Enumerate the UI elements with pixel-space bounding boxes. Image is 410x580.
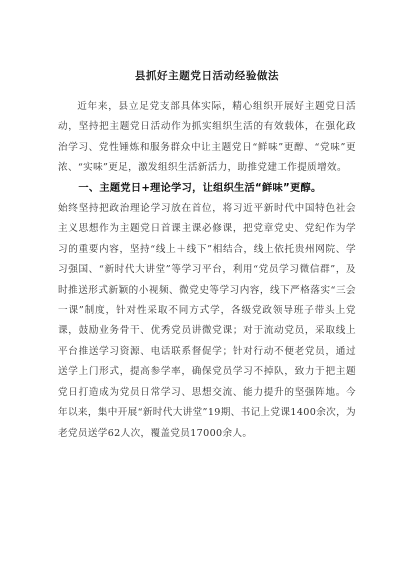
section-1-body: 始终坚持把政治理论学习放在首位，将习近平新时代中国特色社会主义思想作为主题党日首课主课必修课，把党章党史、党纪作为学习的重要内容，坚持“线上＋线下”相结合，线上依托贵州网院、学习强国、“新时代大讲堂”等学习平台，利用“党员学习微信群”，及时推送形式新颖的小视频、微党史等学习内容，线下严格落实“三会一课”制度，针对性采取不同方式学，各级党政领导班子带头上党课，鼓励业务骨干、优秀党员讲微党课；对于流动党员，采取线上平台推送学习资源、电话联系督促学；针对行动不便老党员，通过送学上门形式，提高参学率，确保党员学习不掉队，致力于把主题党日打造成为党员日常学习、思想交流、能力提升的坚强阵地。今年以来，集中开展“新时代大讲堂”19期、书记上党课1400余次，为老党员送学62人次，覆盖党员17000余人。: [58, 203, 356, 439]
document-title: 县抓好主题党日活动经验做法: [134, 70, 280, 82]
intro-paragraph: 近年来，县立足党支部具体实际，精心组织开展好主题党日活动，坚持把主题党日活动作为抓实组织生活的有效载体，在强化政治学习、党性锤炼和服务群众中让主题党日“鲜味”更醇、“党味”更浓、“实味”更足，激发组织生活新活力，助推党建工作提质增效。: [58, 101, 356, 174]
section-1-heading: 一、主题党日+理论学习，让组织生活“鲜味”更醇。: [78, 182, 322, 194]
